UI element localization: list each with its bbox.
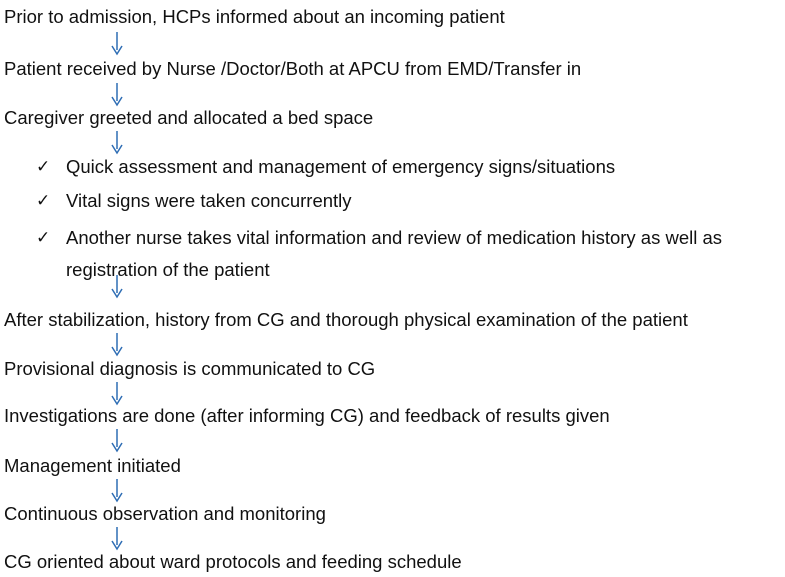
arrow-down-icon xyxy=(109,333,125,357)
arrow-down-icon xyxy=(109,527,125,551)
step-continuous-observation: Continuous observation and monitoring xyxy=(4,503,326,524)
checklist-item-label: Another nurse takes vital information and review of medication history as well as registration of the patient xyxy=(66,227,723,280)
arrow-down-icon xyxy=(109,382,125,406)
arrow-down-icon xyxy=(109,32,125,56)
step-provisional-diagnosis: Provisional diagnosis is communicated to CG xyxy=(4,358,376,379)
step-caregiver-greeted: Caregiver greeted and allocated a bed space xyxy=(4,107,374,128)
step-ward-orientation: CG oriented about ward protocols and feeding schedule xyxy=(4,551,462,572)
step-prior-to-admission: Prior to admission, HCPs informed about an incoming patient xyxy=(4,6,505,27)
step-history-and-examination: After stabilization, history from CG and thorough physical examination of the patient xyxy=(4,309,688,330)
arrow-down-icon xyxy=(109,83,125,107)
checklist-item-label: Quick assessment and management of emergency signs/situations xyxy=(66,156,616,177)
check-icon: ✓ xyxy=(36,228,51,247)
checklist-item-label: Vital signs were taken concurrently xyxy=(66,190,352,211)
arrow-down-icon xyxy=(109,131,125,155)
check-icon: ✓ xyxy=(36,157,51,176)
step-patient-received: Patient received by Nurse /Doctor/Both at APCU from EMD/Transfer in xyxy=(4,58,582,79)
step-investigations: Investigations are done (after informing CG) and feedback of results given xyxy=(4,405,610,426)
arrow-down-icon xyxy=(109,479,125,503)
check-icon: ✓ xyxy=(36,191,51,210)
arrow-down-icon xyxy=(109,429,125,453)
arrow-down-icon xyxy=(109,275,125,299)
step-management-initiated: Management initiated xyxy=(4,455,181,476)
